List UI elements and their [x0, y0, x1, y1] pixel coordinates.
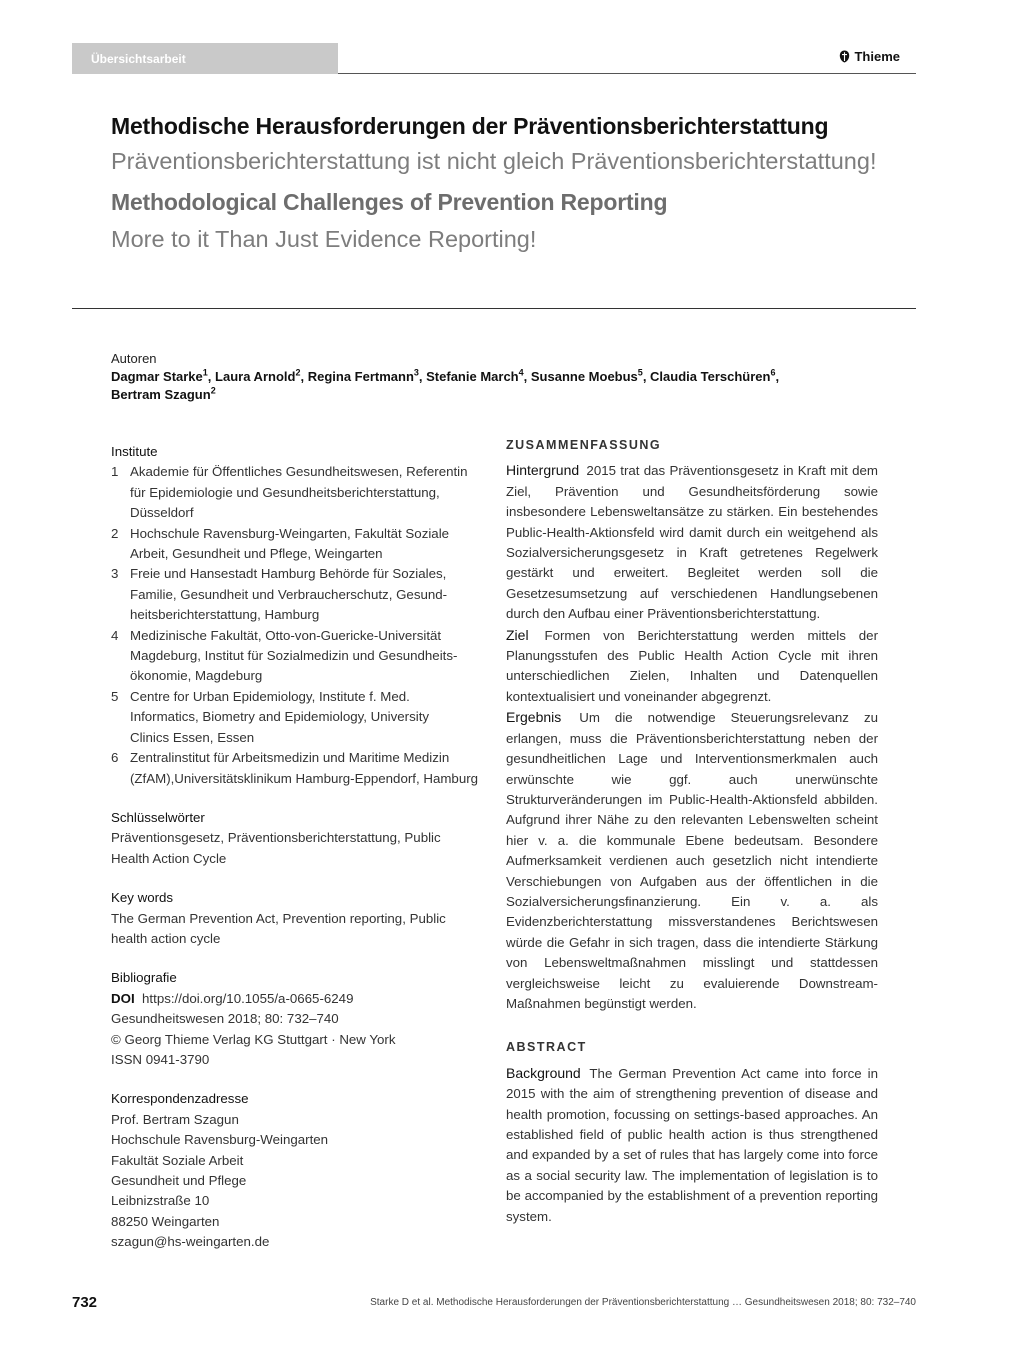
author-affiliation-number: 4: [518, 367, 524, 378]
institute-item: [111, 687, 483, 748]
institute-item: [111, 524, 483, 565]
correspondence-address: [111, 1110, 483, 1253]
keywords-english-line: The German Prevention Act, Prevention reporting, Public: [111, 910, 446, 926]
institutes-label: Institute: [111, 444, 158, 459]
zusammenfassung-paragraph: [506, 707, 878, 1014]
correspondence-line: Leibnizstraße 10: [111, 1193, 210, 1209]
abstract-column: [506, 435, 878, 1227]
publisher-name: Thieme: [854, 49, 900, 64]
correspondence-line: Fakultät Soziale Arbeit: [111, 1152, 244, 1168]
institute-text: Hochschule Ravensburg-Weingarten, Fakultät Soziale Arbeit, Gesundheit und Pflege, Weingarten: [130, 525, 450, 562]
institute-text: Akademie für Öffentliches Gesundheitswesen, Referentin für Epidemiologie und Gesundheitsberichterstattung, Düsseldorf: [130, 464, 468, 521]
author-name: Claudia Terschüren: [650, 369, 771, 384]
doi-link[interactable]: https://doi.org/10.1055/a-0665-6249: [142, 990, 354, 1006]
bibliography-section: [111, 968, 483, 1070]
author-affiliation-number: 2: [210, 385, 216, 396]
keywords-german-line: Health Action Cycle: [111, 850, 227, 866]
issn-line: ISSN 0941-3790: [111, 1051, 210, 1067]
subtitle-german: Präventionsberichterstattung ist nicht gleich Präventionsberichterstattung!: [111, 148, 877, 174]
zusammenfassung-subheading: Ziel: [506, 626, 529, 643]
zusammenfassung-subheading: Ergebnis: [506, 709, 562, 726]
abstract-body: [506, 1063, 878, 1227]
institute-number: 5: [111, 688, 119, 704]
institute-item: [111, 748, 483, 789]
journal-citation: Gesundheitswesen 2018; 80: 732–740: [111, 1011, 339, 1027]
author-list: Dagmar Starke$^1$, Laura Arnold$^2$, Regina Fertmann$^3$, Stefanie March$^4$, Susanne Moebus$^5$, Claudia Terschüren$^6$, Bertram Szagun$^2$: [111, 367, 780, 402]
keywords-german-label: Schlüsselwörter: [111, 809, 205, 825]
institute-text: Freie und Hansestadt Hamburg Behörde für Soziales, Familie, Gesundheit und Verbraucherschutz, Gesund- heitsberichterstattung, Hamburg: [130, 566, 448, 623]
institute-item: [111, 564, 483, 625]
metadata-column: [111, 442, 483, 1253]
author-affiliation-number: 6: [770, 367, 776, 378]
page-number: 732: [72, 1294, 98, 1311]
title-block: [111, 113, 911, 253]
correspondence-line: 88250 Weingarten: [111, 1213, 220, 1229]
doi-label: DOI: [111, 990, 135, 1006]
correspondence-line: Prof. Bertram Szagun: [111, 1111, 239, 1127]
abstract-subheading: Background: [506, 1064, 581, 1081]
institute-number: 2: [111, 525, 119, 541]
zusammenfassung-heading: ZUSAMMENFASSUNG: [506, 438, 662, 452]
institute-text: Medizinische Fakultät, Otto-von-Guericke-Universität Magdeburg, Institut für Sozialmedizin und Gesundheits- ökonomie, Magdeburg: [130, 627, 458, 684]
author-name: Laura Arnold: [215, 369, 296, 384]
correspondence-line: Gesundheit und Pflege: [111, 1173, 247, 1188]
footer-citation: Starke D et al. Methodische Herausforderungen der Präventionsberichterstattung … Gesundheitswesen 2018; 80: 732–740: [370, 1297, 916, 1308]
keywords-english-line: health action cycle: [111, 930, 221, 946]
author-affiliation-number: 3: [413, 367, 419, 378]
author-affiliation-number: 5: [637, 367, 643, 378]
institute-text: Zentralinstitut für Arbeitsmedizin und Maritime Medizin (ZfAM),Universitätsklinikum Hamburg-Eppendorf, Hamburg: [130, 750, 479, 786]
abstract-heading: ABSTRACT: [506, 1040, 587, 1055]
institute-item: [111, 626, 483, 687]
authors-block: [111, 350, 911, 404]
zusammenfassung-text: 2015 trat das Präventionsgesetz in Kraft mit dem Ziel, Prävention und Gesundheitsförderung sowie insbesondere Lebensweltansätze zu stärken. Ein bestehendes Public-Health-Aktionsfeld wird damit durch ein weitgehend als Sozialversicherungsgesetz in Kraft getretenes Regelwerk gestärkt und erweitert. Begleitet werden soll die Gesetzesumsetzung auf verschiedenen Handlungsebenen durch den Aufbau einer Präventionsberichterstattung.: [506, 463, 878, 622]
abstract-section: [506, 1037, 878, 1227]
institute-number: 1: [111, 464, 119, 480]
author-name: Stefanie March: [426, 369, 519, 384]
institute-text: Centre for Urban Epidemiology, Institute f. Med. Informatics, Biometry and Epidemiology, University Clinics Essen, Essen: [130, 688, 430, 745]
author-name: Regina Fertmann: [307, 369, 414, 384]
bibliography-label: Bibliografie: [111, 970, 177, 986]
publisher-logo: [839, 49, 900, 64]
zusammenfassung-subheading: Hintergrund: [506, 462, 580, 479]
author-name: Susanne Moebus: [530, 369, 638, 384]
title-divider: [72, 308, 916, 309]
zusammenfassung-body: [506, 460, 878, 1014]
author-name: Dagmar Starke: [111, 369, 203, 384]
institute-number: 3: [111, 566, 119, 582]
author-name: Bertram Szagun: [111, 387, 211, 402]
abstract-text: The German Prevention Act came into force in 2015 with the aim of strengthening prevention of disease and health promotion, focussing on settings-based approaches. An established field of public health action is thus strengthened and expanded by a set of rules that has largely come into force as a social security law. The implementation of legislation is to be accompanied by the establishment of a prevention reporting system.: [506, 1065, 878, 1224]
keywords-german-section: [111, 808, 483, 869]
abstract-paragraph: [506, 1063, 878, 1227]
zusammenfassung-text: Um die notwendige Steuerungsrelevanz zu erlangen, muss die Präventionsberichterstattung neben der gesundheitlichen Lage und Interventionsmerkmalen auch erwünschte wie ggf. auch unerwünschte Strukturveränderungen im Public-Health-Aktionsfeld abbilden. Aufgrund ihrer Nähe zu den relevanten Lebenswelten scheint hier v. a. die kommunale Ebene bedeutsam. Besondere Aufmerksamkeit verdienen auch gesetzlich nicht intendierte Verschiebungen von Aufgaben aus der öffentlichen in die Sozialversicherungsfinanzierung. Ein v. a. als Evidenzberichterstattung missverstandenes Berichtswesen würde die Gefahr in sich tragen, dass die intendierte Stärkung von Lebensweltmaßnahmen misslingt und stattdessen vergleichsweise leicht zu evaluierende Downstream-Maßnahmen begünstigt werden.: [506, 710, 878, 1011]
correspondence-line: szagun@hs-weingarten.de: [111, 1234, 270, 1250]
title-english: Methodological Challenges of Prevention Reporting: [111, 189, 668, 215]
zusammenfassung-paragraph: [506, 625, 878, 708]
thieme-logo-icon: [839, 50, 850, 63]
institutes-section: [111, 442, 483, 789]
correspondence-label: Korrespondenzadresse: [111, 1091, 249, 1107]
zusammenfassung-paragraph: [506, 460, 878, 624]
institute-item: [111, 462, 483, 523]
institute-number: 4: [111, 627, 119, 643]
keywords-english-label: Key words: [111, 890, 174, 906]
keywords-german-line: Präventionsgesetz, Präventionsberichterstattung, Public: [111, 830, 441, 846]
subtitle-english: More to it Than Just Evidence Reporting!: [111, 226, 537, 252]
institute-number: 6: [111, 750, 119, 766]
correspondence-section: [111, 1089, 483, 1252]
institutes-list: [111, 462, 483, 789]
copyright-line: © Georg Thieme Verlag KG Stuttgart · New York: [111, 1031, 396, 1047]
doi-line: [111, 989, 483, 1009]
section-tag: Übersichtsarbeit: [72, 43, 338, 74]
zusammenfassung-text: Formen von Berichterstattung werden mittels der Planungsstufen des Public Health Action Cycle mit ihren unterschiedlichen Zielen, Inhalten und Datenquellen kontextualisiert und voneinander abgegrenzt.: [506, 627, 878, 704]
keywords-english-section: [111, 888, 483, 949]
author-affiliation-number: 2: [295, 367, 301, 378]
title-german: Methodische Herausforderungen der Präventionsberichterstattung: [111, 113, 829, 139]
correspondence-line: Hochschule Ravensburg-Weingarten: [111, 1132, 329, 1148]
header-bar: [72, 43, 916, 74]
author-affiliation-number: 1: [202, 367, 208, 378]
authors-label: Autoren: [111, 351, 157, 366]
